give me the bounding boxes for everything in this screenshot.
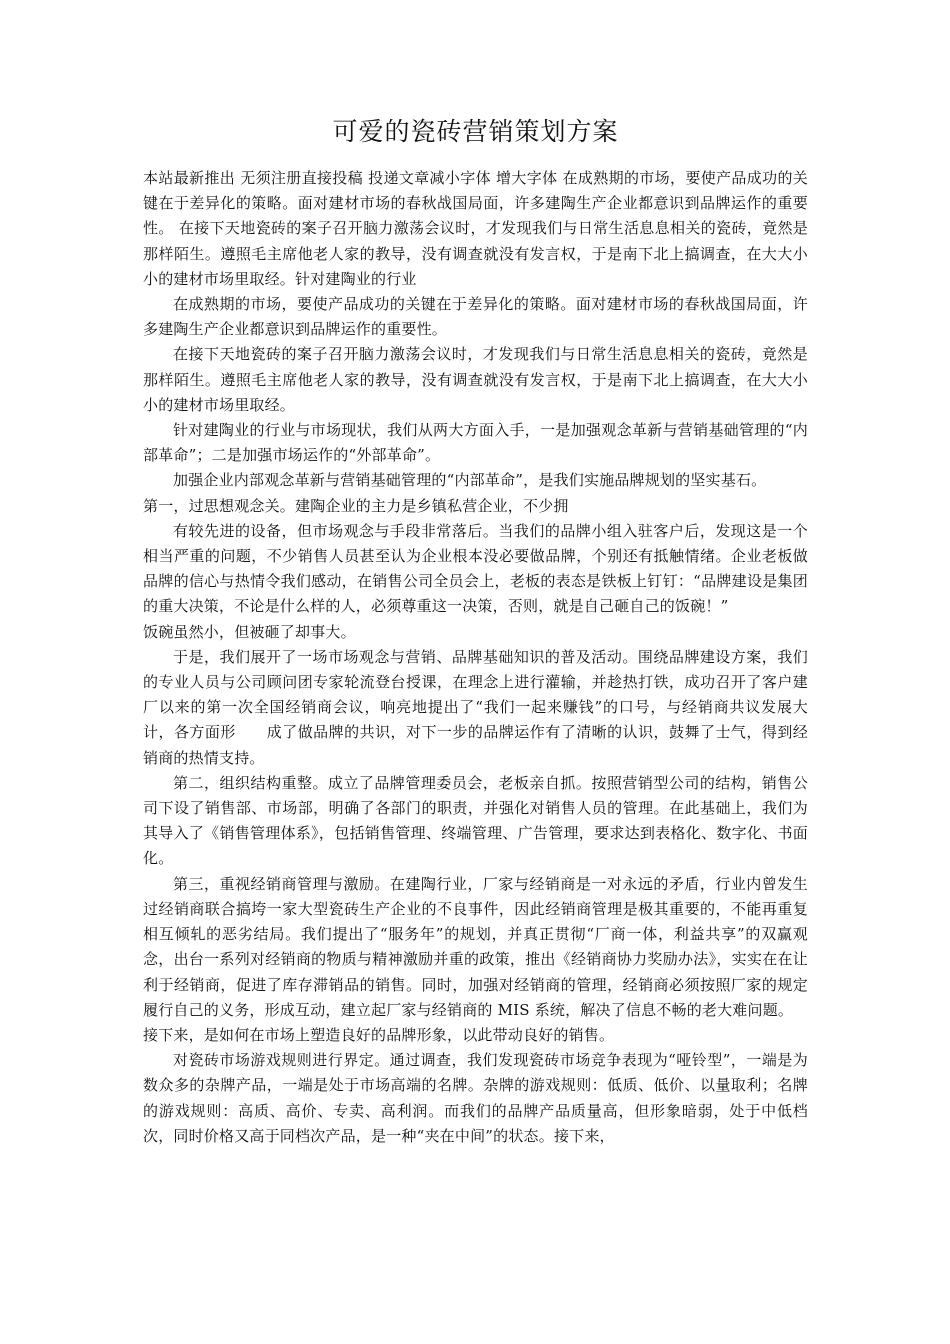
document-title: 可爱的瓷砖营销策划方案: [332, 117, 619, 146]
body-paragraph: 接下来，是如何在市场上塑造良好的品牌形象，以此带动良好的销售。: [143, 1025, 615, 1044]
body-paragraph: 对瓷砖市场游戏规则进行界定。通过调查，我们发现瓷砖市场竞争表现为“哑铃型”，一端是为数众多的杂牌产品，一端是处于市场高端的名牌。杂牌的游戏规则：低质、低价、以量取利；名牌的游戏规则：高质、高价、专卖、高利润。而我们的品牌产品质量高，但形象暗弱，处于中低档次，同时价格又高于同档次产品，是一种“夹在中间”的状态。接下来，: [143, 1051, 808, 1145]
document-page: [143, 0, 808, 1149]
body-paragraph: 第一，过思想观念关。建陶企业的主力是乡镇私营企业，不少拥: [143, 496, 569, 515]
body-paragraph: 于是，我们展开了一场市场观念与营销、品牌基础知识的普及活动。围绕品牌建设方案，我们的专业人员与公司顾问团专家轮流登台授课，在理念上进行灌输，并趁热打铁，成功召开了客户建厂以来的第一次全国经销商会议，响亮地提出了“我们一起来赚钱”的口号，与经销商共议发展大计，各方面形 成了做品牌的共识，对下一步的品牌运作有了清晰的认识，鼓舞了士气，得到经销商的热情支持。: [143, 647, 808, 767]
body-paragraph: 在接下天地瓷砖的案子召开脑力激荡会议时，才发现我们与日常生活息息相关的瓷砖，竟然是那样陌生。遵照毛主席他老人家的教导，没有调查就没有发言权，于是南下北上搞调查，在大大小小的建材市场里取经。: [143, 345, 808, 414]
body-paragraph: 本站最新推出 无须注册直接投稿 投递文章减小字体 增大字体 在成熟期的市场，要使产品成功的关键在于差异化的策略。面对建材市场的春秋战国局面，许多建陶生产企业都意识到品牌运作的重要性。 在接下天地瓷砖的案子召开脑力激荡会议时，才发现我们与日常生活息息相关的瓷砖，竟然是那样陌生。遵照毛主席他老人家的教导，没有调查就没有发言权，于是南下北上搞调查，在大大小小的建材市场里取经。针对建陶业的行业: [143, 169, 808, 288]
body-paragraph: 第三，重视经销商管理与激励。在建陶行业，厂家与经销商是一对永远的矛盾，行业内曾发生过经销商联合搞垮一家大型瓷砖生产企业的不良事件，因此经销商管理是极其重要的，不能再重复相互倾轧的恶劣结局。我们提出了“服务年”的规划，并真正贯彻“厂商一体，利益共享”的双赢观念，出台一系列对经销商的物质与精神激励并重的政策，推出《经销商协力奖励办法》，实实在在让利于经销商，促进了库存滞销品的销售。同时，加强对经销商的管理，经销商必须按照厂家的规定履行自己的义务，形成互动，建立起厂家与经销商的 MIS 系统，解决了信息不畅的老大难问题。: [143, 874, 808, 1019]
body-paragraph: 第二，组织结构重整。成立了品牌管理委员会，老板亲自抓。按照营销型公司的结构，销售公司下设了销售部、市场部，明确了各部门的职责，并强化对销售人员的管理。在此基础上，我们为其导入了《销售管理体系》，包括销售管理、终端管理、广告管理，要求达到表格化、数字化、书面化。: [143, 773, 808, 868]
body-paragraph: 加强企业内部观念革新与营销基础管理的“内部革命”，是我们实施品牌规划的坚实基石。: [173, 471, 767, 490]
body-paragraph: 有较先进的设备，但市场观念与手段非常落后。当我们的品牌小组入驻客户后，发现这是一个相当严重的问题，不少销售人员甚至认为企业根本没必要做品牌，个别还有抵触情绪。企业老板做品牌的信心与热情令我们感动，在销售公司全员会上，老板的表态是铁板上钉钉：“品牌建设是集团的重大决策，不论是什么样的人，必须尊重这一决策，否则，就是自己砸自己的饭碗！”: [143, 521, 808, 616]
body-paragraph: 针对建陶业的行业与市场现状，我们从两大方面入手，一是加强观念革新与营销基础管理的“内部革命”；二是加强市场运作的“外部革命”。: [143, 421, 808, 465]
body-paragraph: 在成熟期的市场，要使产品成功的关键在于差异化的策略。面对建材市场的春秋战国局面，许多建陶生产企业都意识到品牌运作的重要性。: [143, 295, 808, 339]
body-paragraph: 饭碗虽然小，但被砸了却事大。: [143, 622, 356, 641]
document-body: [143, 166, 808, 1149]
